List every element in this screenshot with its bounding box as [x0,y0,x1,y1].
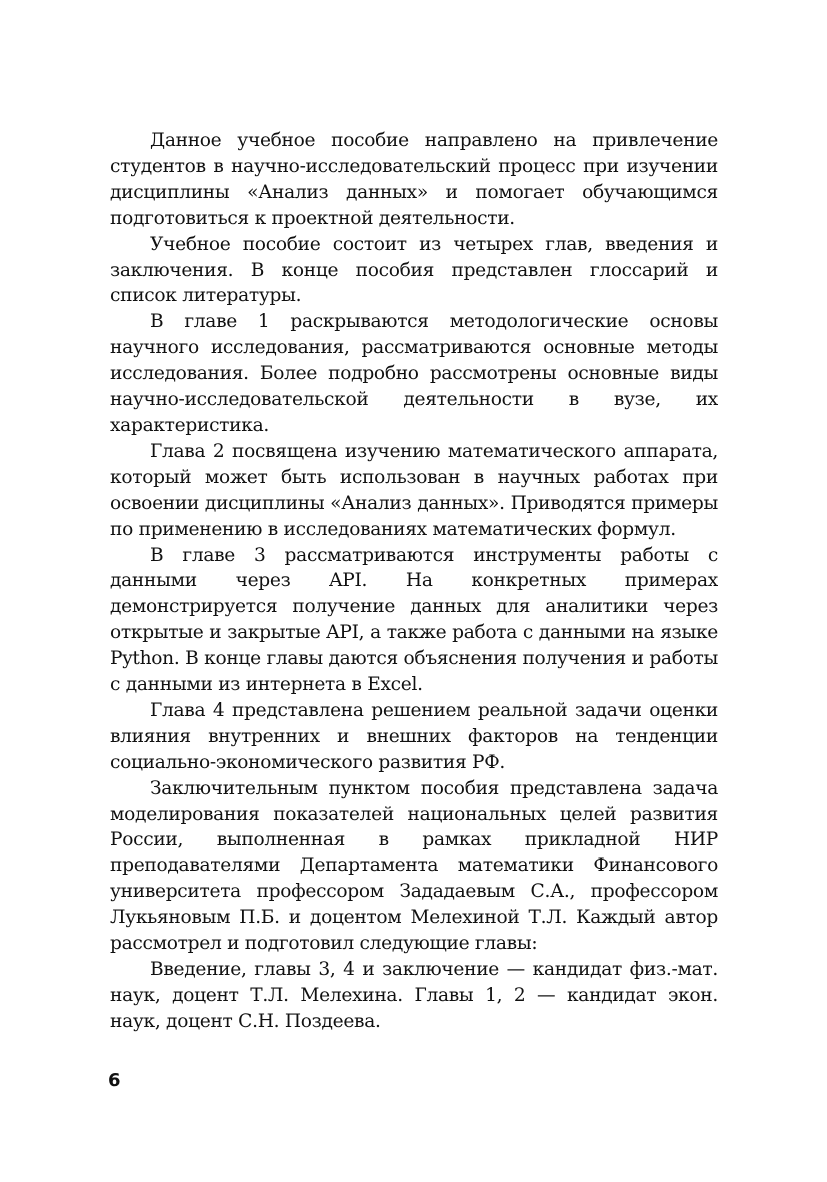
paragraph-chapter-2: Глава 2 посвящена изучению математического аппарата, который может быть использован в научных работах при освоении дисциплины «Анализ данных». Приводятся примеры по применению в исследованиях математических формул. [110,440,718,540]
paragraph-structure: Учебное пособие состоит из четырех глав, введения и заключения. В конце пособия представлен глоссарий и список литературы. [110,233,718,307]
paragraph-chapter-4: Глава 4 представлена решением реальной задачи оценки влияния внутренних и внешних факторов на тенденции социально-экономического развития РФ. [110,699,718,773]
paragraph-conclusion: Заключительным пунктом пособия представлена задача моделирования показателей национальных целей развития России, выполненная в рамках прикладной НИР преподавателями Департамента математики Финансового университета профессором Зададаевым С.А., профессором Лукьяновым П.Б. и доцентом Мелехиной Т.Л. Каждый автор рассмотрел и подготовил следующие главы: [110,777,718,955]
paragraph-chapter-3: В главе 3 рассматриваются инструменты работы с данными через API. На конкретных примерах демонстрируется получение данных для аналитики через открытые и закрытые API, а также работа с данными на языке Python. В конце главы даются объяснения получения и работы с данными из интернета в Excel. [110,544,718,696]
body-text [110,128,718,1035]
page-number: 6 [108,1070,121,1091]
paragraph-intro: Данное учебное пособие направлено на привлечение студентов в научно-исследовательский процесс при изучении дисциплины «Анализ данных» и помогает обучающимся подготовиться к проектной деятельности. [110,130,718,229]
paragraph-authors: Введение, главы 3, 4 и заключение — кандидат физ.-мат. наук, доцент Т.Л. Мелехина. Главы 1, 2 — кандидат экон. наук, доцент С.Н. Поздеева. [110,959,718,1032]
paragraph-chapter-1: В главе 1 раскрываются методологические основы научного исследования, рассматриваются основные методы исследования. Более подробно рассмотрены основные виды научно-исследовательской деятельности в вузе, их характеристика. [110,311,718,436]
